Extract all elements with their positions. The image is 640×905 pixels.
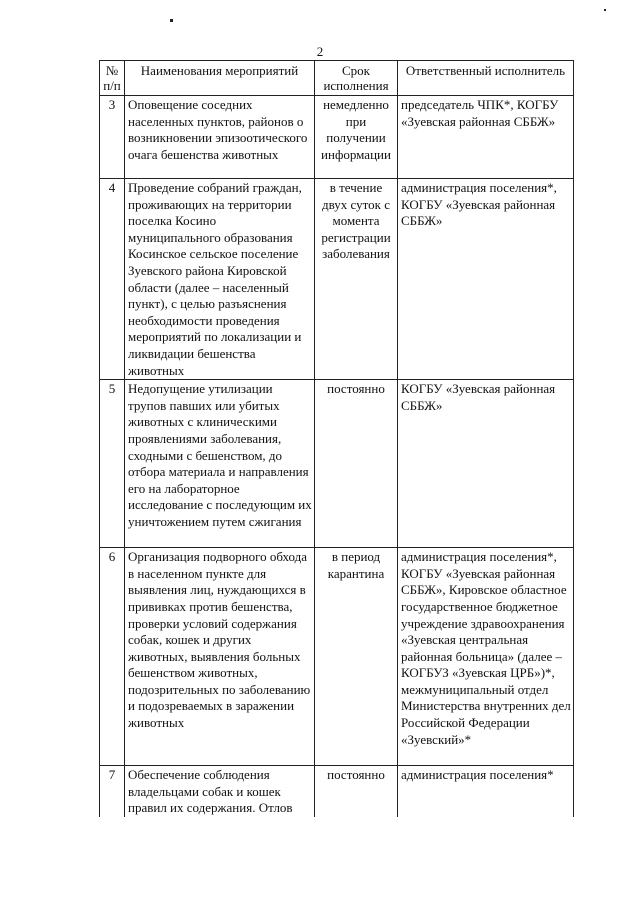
- row-activity: Обеспечение соблюдения владельцами собак и кошек правил их содержания. Отлов: [125, 766, 315, 817]
- row-activity: Проведение собраний граждан, проживающих на территории поселка Косино муниципального образования Косинское сельское поселение Зуевского района Кировской области (далее – населенный пункт), с целью разъяснения необходимости проведения мероприятий по локализации и ликвидации бешенства животных: [125, 179, 315, 380]
- table-row: [100, 179, 574, 380]
- row-term: постоянно: [315, 380, 398, 548]
- row-responsible: КОГБУ «Зуевская районная СББЖ»: [398, 380, 574, 548]
- row-responsible: председатель ЧПК*, КОГБУ «Зуевская районная СББЖ»: [398, 96, 574, 179]
- page-number: 2: [316, 44, 324, 59]
- row-number: 3: [100, 96, 125, 179]
- row-responsible: администрация поселения*, КОГБУ «Зуевская районная СББЖ»: [398, 179, 574, 380]
- header-activity: Наименования мероприятий: [125, 61, 315, 96]
- row-number: 6: [100, 548, 125, 766]
- table-row: [100, 380, 574, 548]
- table-row: [100, 766, 574, 817]
- measures-table: [99, 60, 574, 817]
- scan-speck: [604, 9, 606, 11]
- row-activity: Оповещение соседних населенных пунктов, районов о возникновении эпизоотического очага бешенства животных: [125, 96, 315, 179]
- row-term: в период карантина: [315, 548, 398, 766]
- row-number: 7: [100, 766, 125, 817]
- row-term: постоянно: [315, 766, 398, 817]
- row-term: в течение двух суток с момента регистрации заболевания: [315, 179, 398, 380]
- table-header-row: [100, 61, 574, 96]
- row-number: 4: [100, 179, 125, 380]
- row-responsible: администрация поселения*, КОГБУ «Зуевская районная СББЖ», Кировское областное государственное бюджетное учреждение здравоохранения «Зуевская центральная районная больница» (далее – КОГБУЗ «Зуевская ЦРБ»)*, межмуниципальный отдел Министерства внутренних дел Российской Федерации «Зуевский»*: [398, 548, 574, 766]
- row-number: 5: [100, 380, 125, 548]
- row-activity: Недопущение утилизации трупов павших или убитых животных с клиническими проявлениями заболевания, сходными с бешенством, до отбора материала и направления его на лабораторное исследование с последующим их уничтожением путем сжигания: [125, 380, 315, 548]
- header-num: № п/п: [100, 61, 125, 96]
- row-term: немедленно при получении информации: [315, 96, 398, 179]
- header-responsible: Ответственный исполнитель: [398, 61, 574, 96]
- row-activity: Организация подворного обхода в населенном пункте для выявления лиц, нуждающихся в прививках против бешенства, проверки условий содержания собак, кошек и других животных, выявления больных бешенством животных, подозрительных по заболеванию и подозреваемых в заражении животных: [125, 548, 315, 766]
- row-responsible: администрация поселения*: [398, 766, 574, 817]
- header-term: Срок исполнения: [315, 61, 398, 96]
- table-row: [100, 96, 574, 179]
- table-row: [100, 548, 574, 766]
- scan-speck: [170, 19, 173, 22]
